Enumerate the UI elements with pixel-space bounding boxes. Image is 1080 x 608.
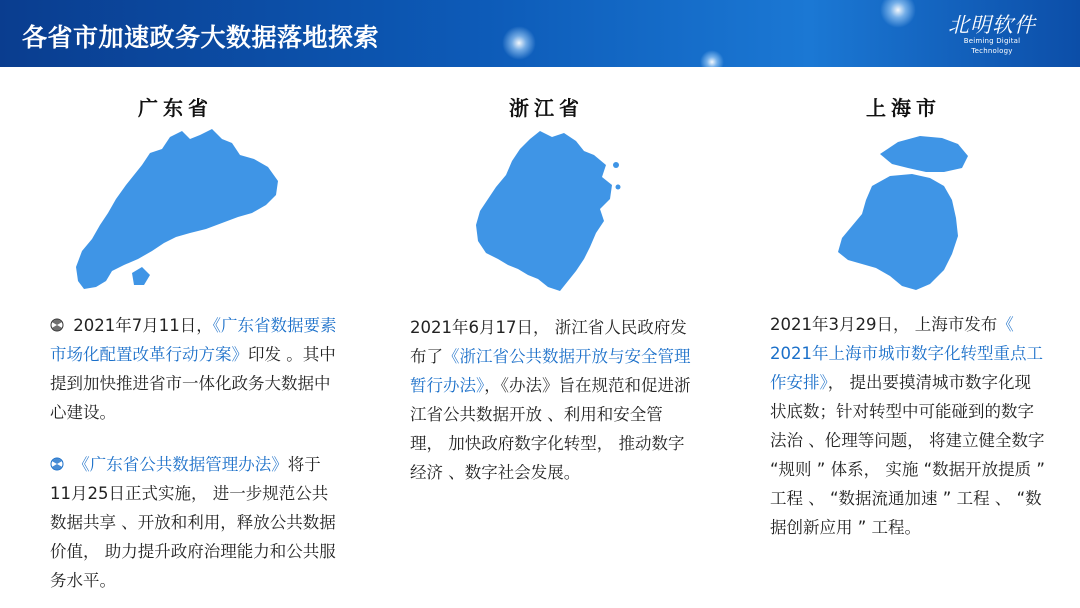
guangdong-item1-text: 印发 。其中提到加快推进省市一体化政务大数据中心建设。 [50,345,336,422]
company-logo [944,14,1040,56]
trefoil-bullet-icon [50,457,64,471]
guangdong-item1-document-link[interactable]: 《广东省数据要素市场化配置改革行动方案》 [50,316,337,364]
page-title: 各省市加速政务大数据落地探索 [22,23,380,52]
logo-chinese-text: 北明软件 [948,13,1036,37]
zhejiang-rest-text: ，《办法》旨在规范和促进浙江省公共数据开放 、利用和安全管理， 加快政府数字化转型， 推动数字经济 、数字社会发展。 [410,376,691,482]
guangdong-title: 广东省 [138,96,213,120]
zhejiang-date: 2021年6月17日， 浙江省人民政府发布了 [410,318,687,366]
guangdong-item-2 [50,450,340,595]
guangdong-item1-date: 2021年7月11日， [73,316,213,335]
shanghai-title: 上海市 [866,96,941,120]
zhejiang-document-link[interactable]: 《浙江省公共数据开放与安全管理暂行办法》 [410,347,691,395]
guangdong-item2-document-link[interactable]: 《广东省公共数据管理办法》 [73,455,288,474]
guangdong-item-1 [50,311,340,427]
guangdong-map [72,125,282,295]
header-banner [0,0,1080,67]
logo-english-text: Beiming Digital Technology [963,37,1021,55]
sparkle-decoration [700,50,724,67]
shanghai-rest-text: ， 提出要摸清城市数字化现状底数；针对转型中可能碰到的数字法治 、伦理等问题， 将建立健全数字 “规则 ” 体系， 实施 “数据开放提质 ” 工程 、 “数据流通加速 ” 工程 、 “数据创新应用 ” 工程。 [770,373,1045,537]
sparkle-decoration [502,26,536,60]
zhejiang-title: 浙江省 [509,96,584,120]
sparkle-decoration [880,0,916,28]
guangdong-item2-text: 将于11月25日正式实施， 进一步规范公共数据共享 、开放和利用，释放公共数据价值， 助力提升政府治理能力和公共服务水平。 [50,455,336,590]
shanghai-text [770,310,1045,542]
shanghai-map [832,128,982,293]
zhejiang-map [472,125,622,295]
zhejiang-text [410,313,692,487]
shanghai-date: 2021年3月29日， 上海市发布 [770,315,998,334]
shanghai-document-link[interactable]: 《 2021年上海市城市数字化转型重点工作安排》 [770,315,1043,392]
trefoil-bullet-icon [50,318,64,332]
